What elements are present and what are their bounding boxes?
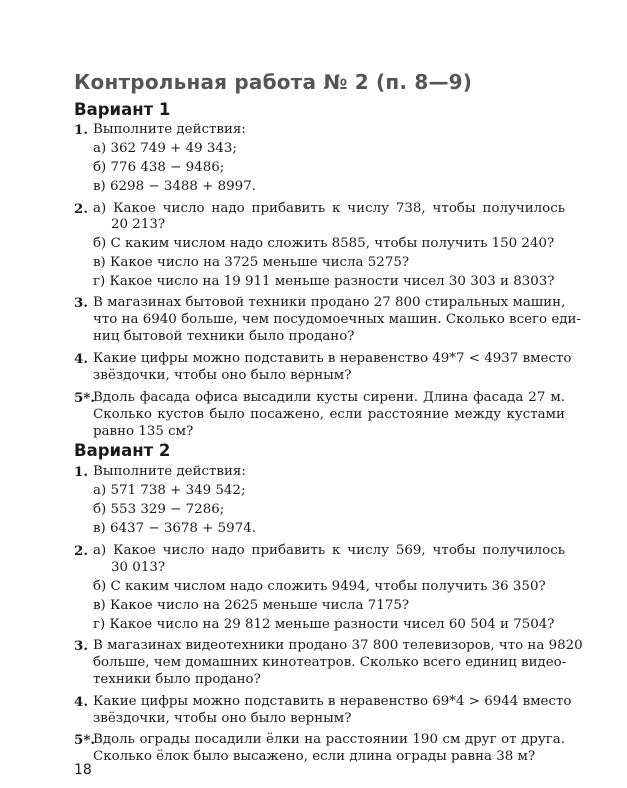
task-text: Выполните действия: <box>93 464 246 479</box>
task-number: 5*. <box>74 390 95 406</box>
page-number: 18 <box>74 762 92 778</box>
task-text: В магазинах бытовой техники продано 27 800 стиральных машин, <box>93 295 566 310</box>
task-number: 5*. <box>74 732 95 748</box>
task-subitem: б) 553 329 − 7286; <box>93 502 225 517</box>
task-text: техники было продано? <box>93 672 261 687</box>
task-number: 3. <box>74 638 88 654</box>
task-text: Какие цифры можно подставить в неравенство 69*4 > 6944 вместо <box>93 694 572 709</box>
task-text: звёздочки, чтобы оно было верным? <box>93 368 352 383</box>
variant-1-heading: Вариант 1 <box>74 100 171 119</box>
task-text: Вдоль фасада офиса высадили кусты сирени. Длина фасада 27 м. <box>93 390 565 405</box>
task-subitem: а) Какое число надо прибавить к числу 569, чтобы получилось <box>93 543 565 558</box>
task-subitem: б) 776 438 − 9486; <box>93 160 225 175</box>
task-number: 2. <box>74 543 88 559</box>
task-subitem: в) 6437 − 3678 + 5974. <box>93 521 256 536</box>
task-text: В магазинах видеотехники продано 37 800 телевизоров, что на 9820 <box>93 638 583 653</box>
task-subitem: б) С каким числом надо сложить 9494, чтобы получить 36 350? <box>93 579 546 594</box>
task-text: Какие цифры можно подставить в неравенство 49*7 < 4937 вместо <box>93 351 572 366</box>
task-text: звёздочки, чтобы оно было верным? <box>93 711 352 726</box>
task-text: 20 213? <box>111 217 166 232</box>
task-text: Выполните действия: <box>93 122 246 137</box>
task-subitem: а) 571 738 + 349 542; <box>93 483 246 498</box>
task-subitem: г) Какое число на 29 812 меньше разности чисел 60 504 и 7504? <box>93 617 555 632</box>
task-text: 30 013? <box>111 560 166 575</box>
task-number: 4. <box>74 351 88 367</box>
task-text: равно 135 см? <box>93 424 194 439</box>
task-number: 2. <box>74 201 88 217</box>
task-text: Сколько ёлок было высажено, если длина ограды равна 38 м? <box>93 749 536 764</box>
task-subitem: г) Какое число на 19 911 меньше разности чисел 30 303 и 8303? <box>93 274 555 289</box>
task-text: ниц бытовой техники было продано? <box>93 329 355 344</box>
task-text: больше, чем домашних кинотеатров. Сколько всего единиц видео- <box>93 655 567 670</box>
task-number: 4. <box>74 694 88 710</box>
task-subitem: а) 362 749 + 49 343; <box>93 141 237 156</box>
task-number: 1. <box>74 464 88 480</box>
task-subitem: в) 6298 − 3488 + 8997. <box>93 179 256 194</box>
task-subitem: в) Какое число на 3725 меньше числа 5275? <box>93 255 410 270</box>
variant-2-heading: Вариант 2 <box>74 441 171 460</box>
task-text: Сколько кустов было посажено, если расстояние между кустами <box>93 407 565 422</box>
task-number: 1. <box>74 122 88 138</box>
task-subitem: а) Какое число надо прибавить к числу 738, чтобы получилось <box>93 201 565 216</box>
task-text: Вдоль ограды посадили ёлки на расстоянии 190 см друг от друга. <box>93 732 565 747</box>
page-title: Контрольная работа № 2 (п. 8—9) <box>74 70 473 94</box>
task-text: что на 6940 больше, чем посудомоечных машин. Сколько всего еди- <box>93 312 581 327</box>
task-subitem: б) С каким числом надо сложить 8585, чтобы получить 150 240? <box>93 236 555 251</box>
task-subitem: в) Какое число на 2625 меньше числа 7175? <box>93 598 410 613</box>
task-number: 3. <box>74 295 88 311</box>
